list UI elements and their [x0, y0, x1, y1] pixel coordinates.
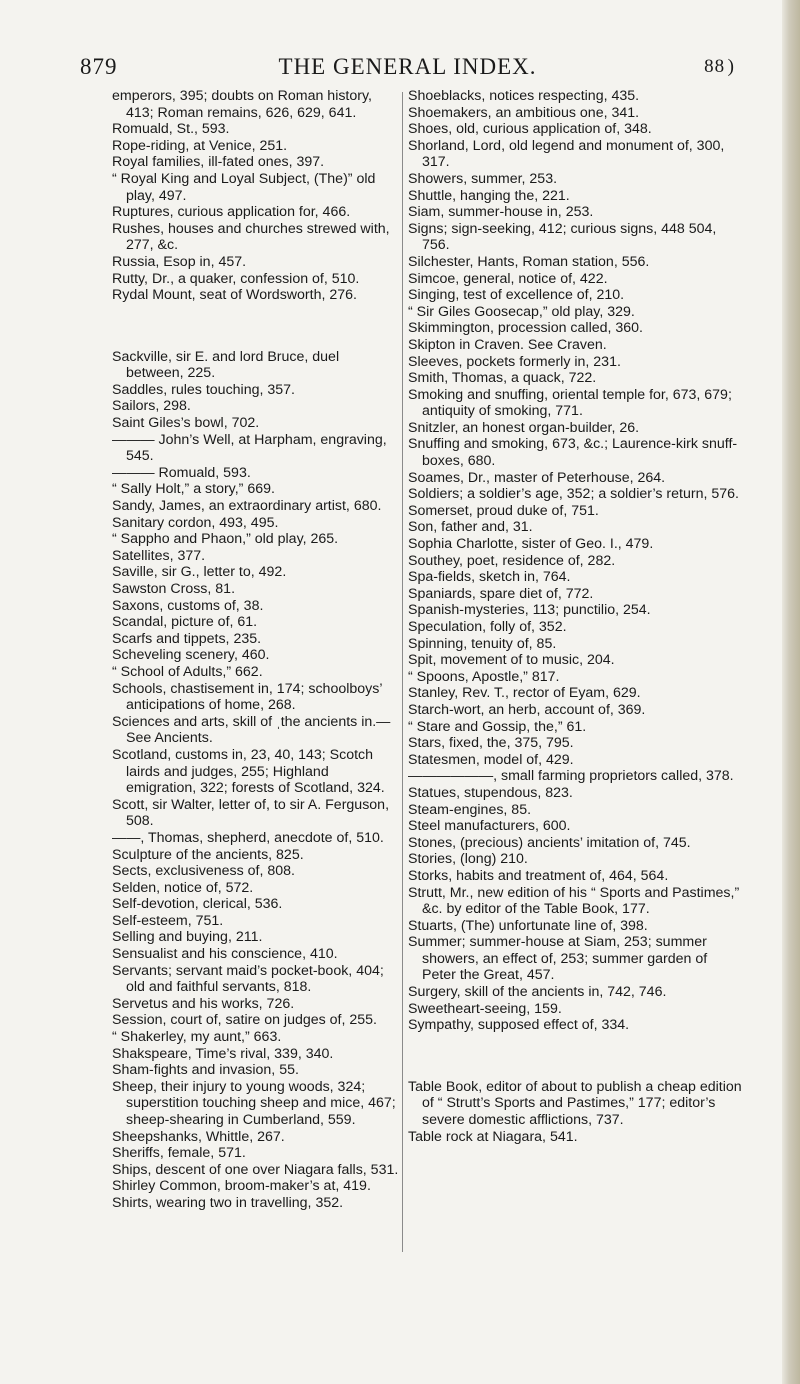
- index-entry: Table rock at Niagara, 541.: [408, 1128, 578, 1145]
- index-entry: Storks, habits and treatment of, 464, 564.: [408, 867, 669, 884]
- index-entry: ——— Romuald, 593.: [112, 464, 251, 481]
- index-entry: Starch-wort, an herb, account of, 369.: [408, 701, 646, 718]
- index-entry: Simcoe, general, notice of, 422.: [408, 270, 608, 287]
- index-entry: Saint Giles’s bowl, 702.: [112, 415, 260, 432]
- index-entry: Skimmington, procession called, 360.: [408, 320, 644, 337]
- index-entry: Satellites, 377.: [112, 547, 206, 564]
- index-entry: Sculpture of the ancients, 825.: [112, 846, 304, 863]
- index-entry: ——— John’s Well, at Harpham, engraving, 545.: [112, 431, 387, 465]
- index-column-left: [112, 88, 400, 1212]
- index-entry: Smoking and snuffing, oriental temple for, 673, 679; antiquity of smoking, 771.: [408, 386, 732, 420]
- index-entry: ——, Thomas, shepherd, anecdote of, 510.: [112, 829, 384, 846]
- index-entry: Stones, (precious) ancients’ imitation of, 745.: [408, 834, 691, 851]
- index-entry: Royal families, ill-fated ones, 397.: [112, 154, 325, 171]
- index-entry: Saxons, customs of, 38.: [112, 597, 264, 614]
- index-entry: Steel manufacturers, 600.: [408, 818, 571, 835]
- index-entry: Singing, test of excellence of, 210.: [408, 287, 625, 304]
- index-entry: Sweetheart-seeing, 159.: [408, 1000, 562, 1017]
- index-entry: Skipton in Craven. See Craven.: [408, 336, 607, 353]
- index-entry: ——————, small farming proprietors called, 378.: [408, 768, 734, 785]
- page-edge-shadow: [782, 0, 800, 1384]
- index-entry: Sheep, their injury to young woods, 324; superstition touching sheep and mice, 467; sheep-shearing in Cumberland, 559.: [112, 1078, 396, 1128]
- section-gap: [112, 318, 400, 335]
- index-entry: Stuarts, (The) unfortunate line of, 398.: [408, 917, 648, 934]
- index-entry: “ Sally Holt,” a story,” 669.: [112, 481, 275, 498]
- index-entry: Spaniards, spare diet of, 772.: [408, 585, 594, 602]
- page-title: THE GENERAL INDEX.: [278, 54, 537, 79]
- index-entry: Stanley, Rev. T., rector of Eyam, 629.: [408, 685, 641, 702]
- index-entry: Sciences and arts, skill of ˌthe ancients in.— See Ancients.: [112, 713, 391, 747]
- index-entry: Statues, stupendous, 823.: [408, 784, 573, 801]
- index-entry: Selden, notice of, 572.: [112, 879, 254, 896]
- index-entry: Sheepshanks, Whittle, 267.: [112, 1128, 285, 1145]
- index-entry: Soames, Dr., master of Peterhouse, 264.: [408, 469, 666, 486]
- index-entry: “ Stare and Gossip, the,” 61.: [408, 718, 587, 735]
- index-entry: Ruptures, curious application for, 466.: [112, 204, 351, 221]
- index-entry: Table Book, editor of about to publish a cheap edition of “ Strutt’s Sports and Pastimes,” 177; editor’s severe domestic afflictions, 737.: [408, 1078, 742, 1128]
- index-entry: Sanitary cordon, 493, 495.: [112, 514, 279, 531]
- index-entry: Shorland, Lord, old legend and monument of, 300, 317.: [408, 137, 725, 171]
- index-entry: Saddles, rules touching, 357.: [112, 381, 295, 398]
- index-entry: Romuald, St., 593.: [112, 121, 230, 138]
- index-entry: Sympathy, supposed effect of, 334.: [408, 1017, 630, 1034]
- index-entry: Statesmen, model of, 429.: [408, 751, 574, 768]
- index-entry: Rope-riding, at Venice, 251.: [112, 137, 288, 154]
- column-divider: [402, 92, 403, 1252]
- index-entry: Scarfs and tippets, 235.: [112, 630, 262, 647]
- index-entry: Somerset, proud duke of, 751.: [408, 502, 599, 519]
- index-entry: Sensualist and his conscience, 410.: [112, 946, 338, 963]
- index-entry: Scotland, customs in, 23, 40, 143; Scotch lairds and judges, 255; Highland emigration, 322; forests of Scotland, 324.: [112, 746, 385, 797]
- index-entry: Speculation, folly of, 352.: [408, 619, 567, 635]
- index-entry: “ Spoons, Apostle,” 817.: [408, 668, 560, 685]
- index-entry: Sham-fights and invasion, 55.: [112, 1062, 299, 1079]
- index-entry: Southey, poet, residence of, 282.: [408, 552, 616, 569]
- index-entry: Sandy, James, an extraordinary artist, 680.: [112, 498, 382, 515]
- index-entry: Spa-fields, sketch in, 764.: [408, 569, 571, 586]
- index-entry: Rushes, houses and churches strewed with, 277, &c.: [112, 220, 390, 254]
- index-column-right: [408, 88, 742, 1145]
- index-entry: Snuffing and smoking, 673, &c.; Laurence-kirk snuff-boxes, 680.: [408, 436, 738, 470]
- index-entry: Surgery, skill of the ancients in, 742, 746.: [408, 984, 667, 1001]
- index-entry: Shoemakers, an ambitious one, 341.: [408, 104, 640, 121]
- index-entry: “ Royal King and Loyal Subject, (The)” old play, 497.: [112, 170, 376, 204]
- index-entry: Sheriffs, female, 571.: [112, 1145, 246, 1162]
- index-entry: Smith, Thomas, a quack, 722.: [408, 370, 597, 387]
- corner-mark: 88 ): [704, 56, 735, 77]
- index-entry: Sophia Charlotte, sister of Geo. I., 479.: [408, 536, 654, 553]
- index-entry: Scott, sir Walter, letter of, to sir A. Ferguson, 508.: [112, 796, 390, 830]
- index-entry: Self-esteem, 751.: [112, 912, 224, 929]
- index-entry: Shoeblacks, notices respecting, 435.: [408, 88, 640, 104]
- page-number: 879: [80, 54, 118, 79]
- index-entry: Summer; summer-house at Siam, 253; summer showers, an effect of, 253; summer garden of Peter the Great, 457.: [408, 934, 708, 984]
- index-entry: Servetus and his works, 726.: [112, 995, 295, 1012]
- index-entry: Signs; sign-seeking, 412; curious signs, 448 504, 756.: [408, 220, 717, 254]
- index-entry: Sects, exclusiveness of, 808.: [112, 863, 295, 880]
- section-gap: [408, 1048, 742, 1065]
- index-entry: Sawston Cross, 81.: [112, 581, 236, 597]
- index-entry: “ Sappho and Phaon,” old play, 265.: [112, 531, 339, 548]
- index-entry: Servants; servant maid’s pocket-book, 404; old and faithful servants, 818.: [112, 962, 384, 996]
- index-entry: Spit, movement of to music, 204.: [408, 652, 615, 669]
- index-entry: Strutt, Mr., new edition of his “ Sports and Pastimes,” &c. by editor of the Table Book, 177.: [408, 884, 740, 918]
- index-entry: Stories, (long) 210.: [408, 851, 528, 868]
- index-entry: “ Sir Giles Goosecap,” old play, 329.: [408, 303, 635, 320]
- index-entry: Schools, chastisement in, 174; schoolboys’ anticipations of home, 268.: [112, 680, 382, 714]
- index-entry: “ School of Adults,” 662.: [112, 663, 263, 680]
- index-entry: Session, court of, satire on judges of, 255.: [112, 1012, 377, 1029]
- index-entry: Stars, fixed, the, 375, 795.: [408, 735, 574, 752]
- index-entry: Steam-engines, 85.: [408, 801, 532, 818]
- index-entry: Sleeves, pockets formerly in, 231.: [408, 353, 621, 370]
- index-entry: Shirts, wearing two in travelling, 352.: [112, 1194, 344, 1211]
- index-entry: Shoes, old, curious application of, 348.: [408, 121, 652, 138]
- index-entry: Sailors, 298.: [112, 398, 191, 415]
- index-entry: emperors, 395; doubts on Roman history, 413; Roman remains, 626, 629, 641.: [112, 88, 372, 121]
- index-entry: Soldiers; a soldier’s age, 352; a soldier’s return, 576.: [408, 486, 739, 503]
- index-entry: Scandal, picture of, 61.: [112, 614, 258, 631]
- index-entry: Saville, sir G., letter to, 492.: [112, 564, 287, 581]
- index-entry: Spanish-mysteries, 113; punctilio, 254.: [408, 602, 651, 619]
- index-entry: Shuttle, hanging the, 221.: [408, 187, 570, 204]
- index-entry: Selling and buying, 211.: [112, 929, 263, 946]
- index-entry: Ships, descent of one over Niagara falls, 531.: [112, 1161, 399, 1178]
- index-entry: Rutty, Dr., a quaker, confession of, 510.: [112, 270, 360, 287]
- index-entry: Son, father and, 31.: [408, 519, 533, 536]
- index-entry: Spinning, tenuity of, 85.: [408, 635, 557, 652]
- index-entry: Silchester, Hants, Roman station, 556.: [408, 253, 650, 270]
- index-entry: Self-devotion, clerical, 536.: [112, 896, 283, 913]
- index-entry: “ Shakerley, my aunt,” 663.: [112, 1029, 282, 1046]
- index-entry: Scheveling scenery, 460.: [112, 647, 270, 664]
- page-header: [80, 54, 735, 86]
- index-entry: Shakspeare, Time’s rival, 339, 340.: [112, 1045, 334, 1062]
- index-entry: Shirley Common, broom-maker’s at, 419.: [112, 1178, 371, 1195]
- index-entry: Sackville, sir E. and lord Bruce, duel between, 225.: [112, 348, 340, 382]
- index-entry: Showers, summer, 253.: [408, 170, 558, 187]
- index-entry: Russia, Esop in, 457.: [112, 253, 247, 270]
- index-entry: Rydal Mount, seat of Wordsworth, 276.: [112, 287, 357, 304]
- index-entry: Siam, summer-house in, 253.: [408, 204, 594, 221]
- index-entry: Snitzler, an honest organ-builder, 26.: [408, 419, 640, 436]
